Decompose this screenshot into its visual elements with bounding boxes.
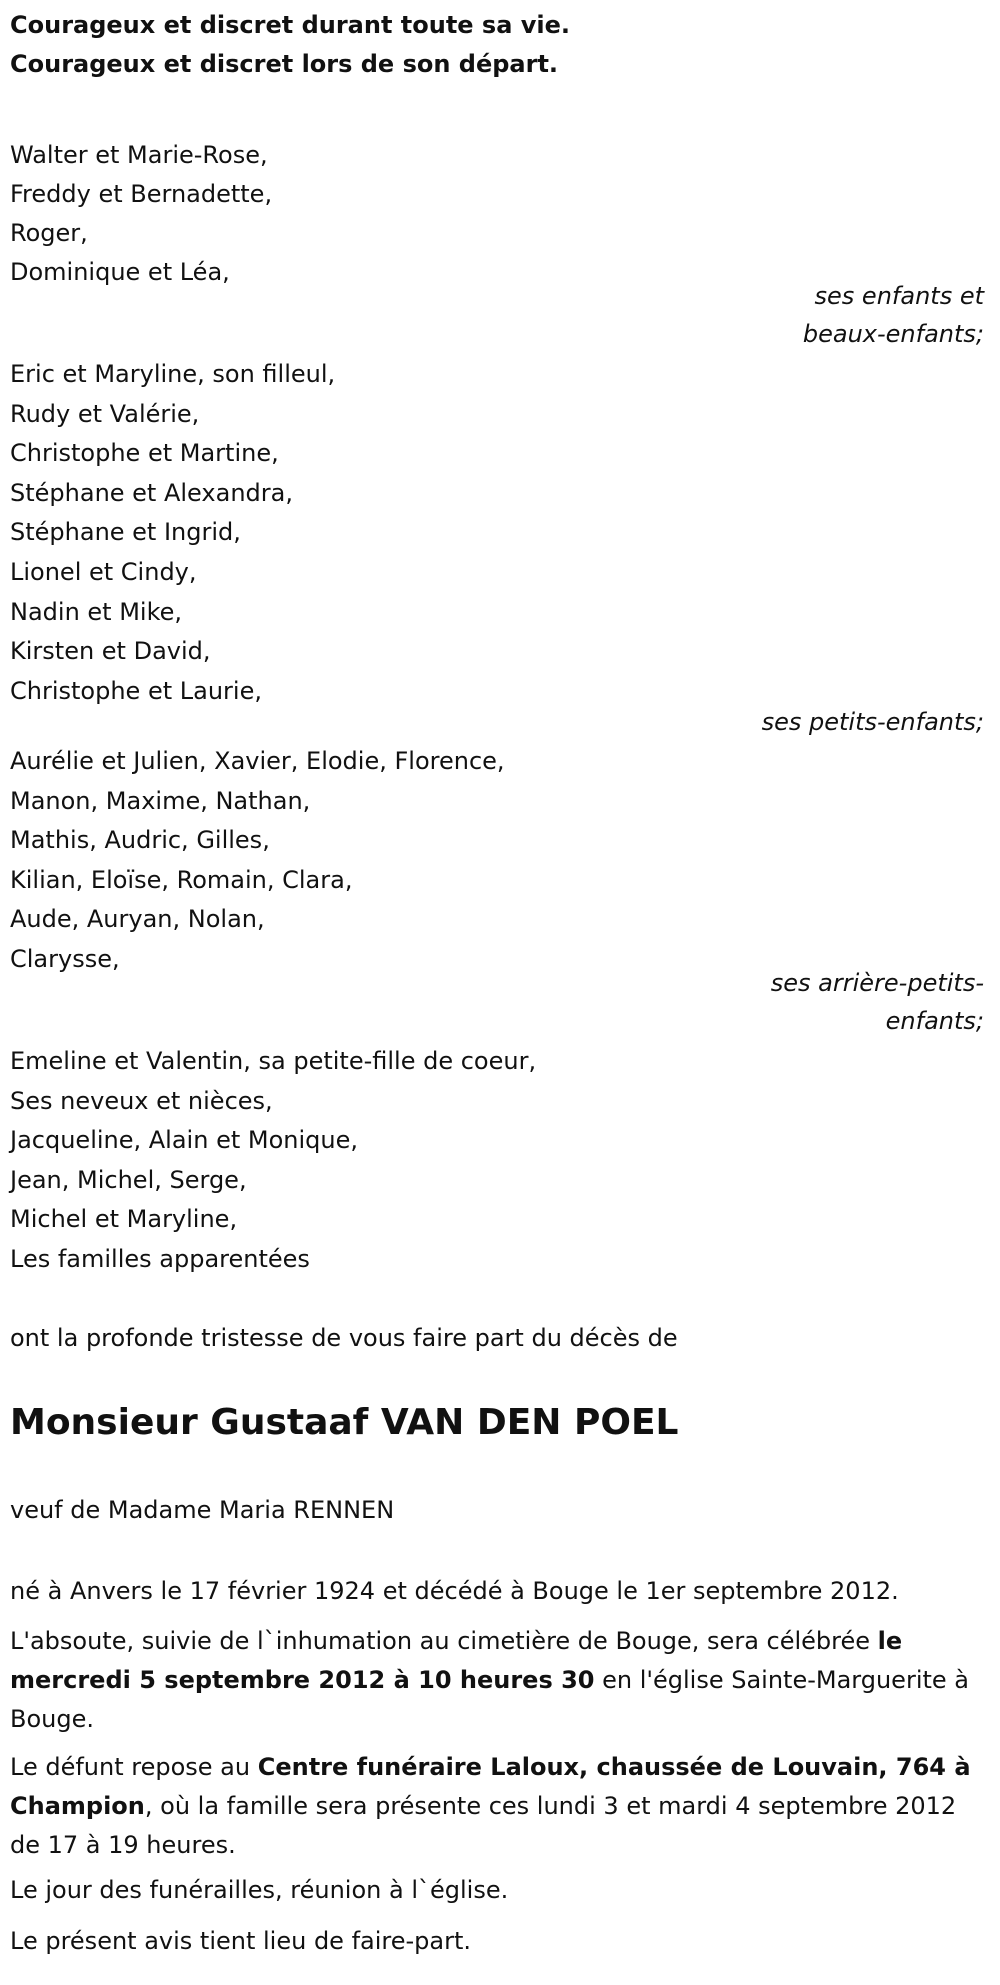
list-item: Aude, Auryan, Nolan, bbox=[10, 905, 265, 934]
list-item: Kirsten et David, bbox=[10, 637, 211, 666]
ceremony-text: L'absoute, suivie de l`inhumation au cimetière de Bouge, sera célébrée bbox=[10, 1627, 878, 1655]
repose-paragraph bbox=[10, 1748, 990, 1865]
list-item: Emeline et Valentin, sa petite-fille de coeur, bbox=[10, 1047, 537, 1075]
children-list bbox=[10, 136, 990, 292]
role-line: ses enfants et bbox=[814, 282, 984, 310]
announcement: ont la profonde tristesse de vous faire part du décès de bbox=[10, 1324, 678, 1352]
list-item: Rudy et Valérie, bbox=[10, 399, 200, 428]
deceased-name: Monsieur Gustaaf VAN DEN POEL bbox=[10, 1402, 679, 1443]
repose-text: Le défunt repose au bbox=[10, 1753, 258, 1781]
role-line: beaux-enfants; bbox=[802, 320, 984, 348]
motto-line: Courageux et discret lors de son départ. bbox=[10, 50, 559, 78]
role-line: ses arrière-petits- bbox=[770, 969, 984, 997]
grandchildren-role bbox=[584, 703, 984, 741]
list-item: Aurélie et Julien, Xavier, Elodie, Florence, bbox=[10, 747, 505, 775]
list-item: Dominique et Léa, bbox=[10, 258, 230, 286]
list-item: Roger, bbox=[10, 219, 88, 247]
list-item: Christophe et Martine, bbox=[10, 439, 279, 468]
list-item: Jean, Michel, Serge, bbox=[10, 1165, 247, 1194]
ceremony-date: le mercredi 5 septembre 2012 à 10 heures 30 bbox=[10, 1627, 903, 1694]
repose-hours: , où la famille sera présente ces lundi 3 et mardi 4 septembre 2012 de 17 à 19 heures. bbox=[10, 1792, 957, 1859]
list-item: Clarysse, bbox=[10, 944, 120, 973]
others-list bbox=[10, 1042, 990, 1280]
repose-location: Centre funéraire Laloux, chaussée de Louvain, 764 à Champion bbox=[10, 1753, 971, 1820]
children-role bbox=[584, 277, 984, 353]
list-item: Manon, Maxime, Nathan, bbox=[10, 786, 311, 815]
list-item: Stéphane et Alexandra, bbox=[10, 478, 293, 507]
list-item: Freddy et Bernadette, bbox=[10, 180, 273, 208]
widower-line: veuf de Madame Maria RENNEN bbox=[10, 1496, 395, 1524]
role-line: enfants; bbox=[885, 1007, 984, 1035]
list-item: Mathis, Audric, Gilles, bbox=[10, 826, 270, 855]
list-item: Stéphane et Ingrid, bbox=[10, 518, 241, 547]
notice: Le présent avis tient lieu de faire-part. bbox=[10, 1927, 472, 1955]
motto bbox=[10, 6, 990, 84]
list-item: Nadin et Mike, bbox=[10, 597, 183, 626]
birth-death: né à Anvers le 17 février 1924 et décédé à Bouge le 1er septembre 2012. bbox=[10, 1577, 899, 1605]
funeral-meeting: Le jour des funérailles, réunion à l`église. bbox=[10, 1876, 509, 1904]
list-item: Kilian, Eloïse, Romain, Clara, bbox=[10, 865, 353, 894]
list-item: Ses neveux et nièces, bbox=[10, 1086, 273, 1115]
list-item: Jacqueline, Alain et Monique, bbox=[10, 1126, 358, 1155]
role-line: ses petits-enfants; bbox=[761, 708, 984, 736]
great-grandchildren-list bbox=[10, 742, 990, 980]
list-item: Les familles apparentées bbox=[10, 1244, 310, 1273]
list-item: Christophe et Laurie, bbox=[10, 676, 262, 705]
list-item: Lionel et Cindy, bbox=[10, 557, 197, 586]
great-grandchildren-role bbox=[584, 964, 984, 1040]
motto-line: Courageux et discret durant toute sa vie. bbox=[10, 11, 571, 39]
ceremony-paragraph bbox=[10, 1622, 990, 1739]
grandchildren-list bbox=[10, 355, 990, 711]
list-item: Walter et Marie-Rose, bbox=[10, 141, 268, 169]
list-item: Michel et Maryline, bbox=[10, 1205, 238, 1234]
list-item: Eric et Maryline, son filleul, bbox=[10, 360, 336, 388]
ceremony-place: en l'église Sainte-Marguerite à Bouge. bbox=[10, 1666, 969, 1733]
